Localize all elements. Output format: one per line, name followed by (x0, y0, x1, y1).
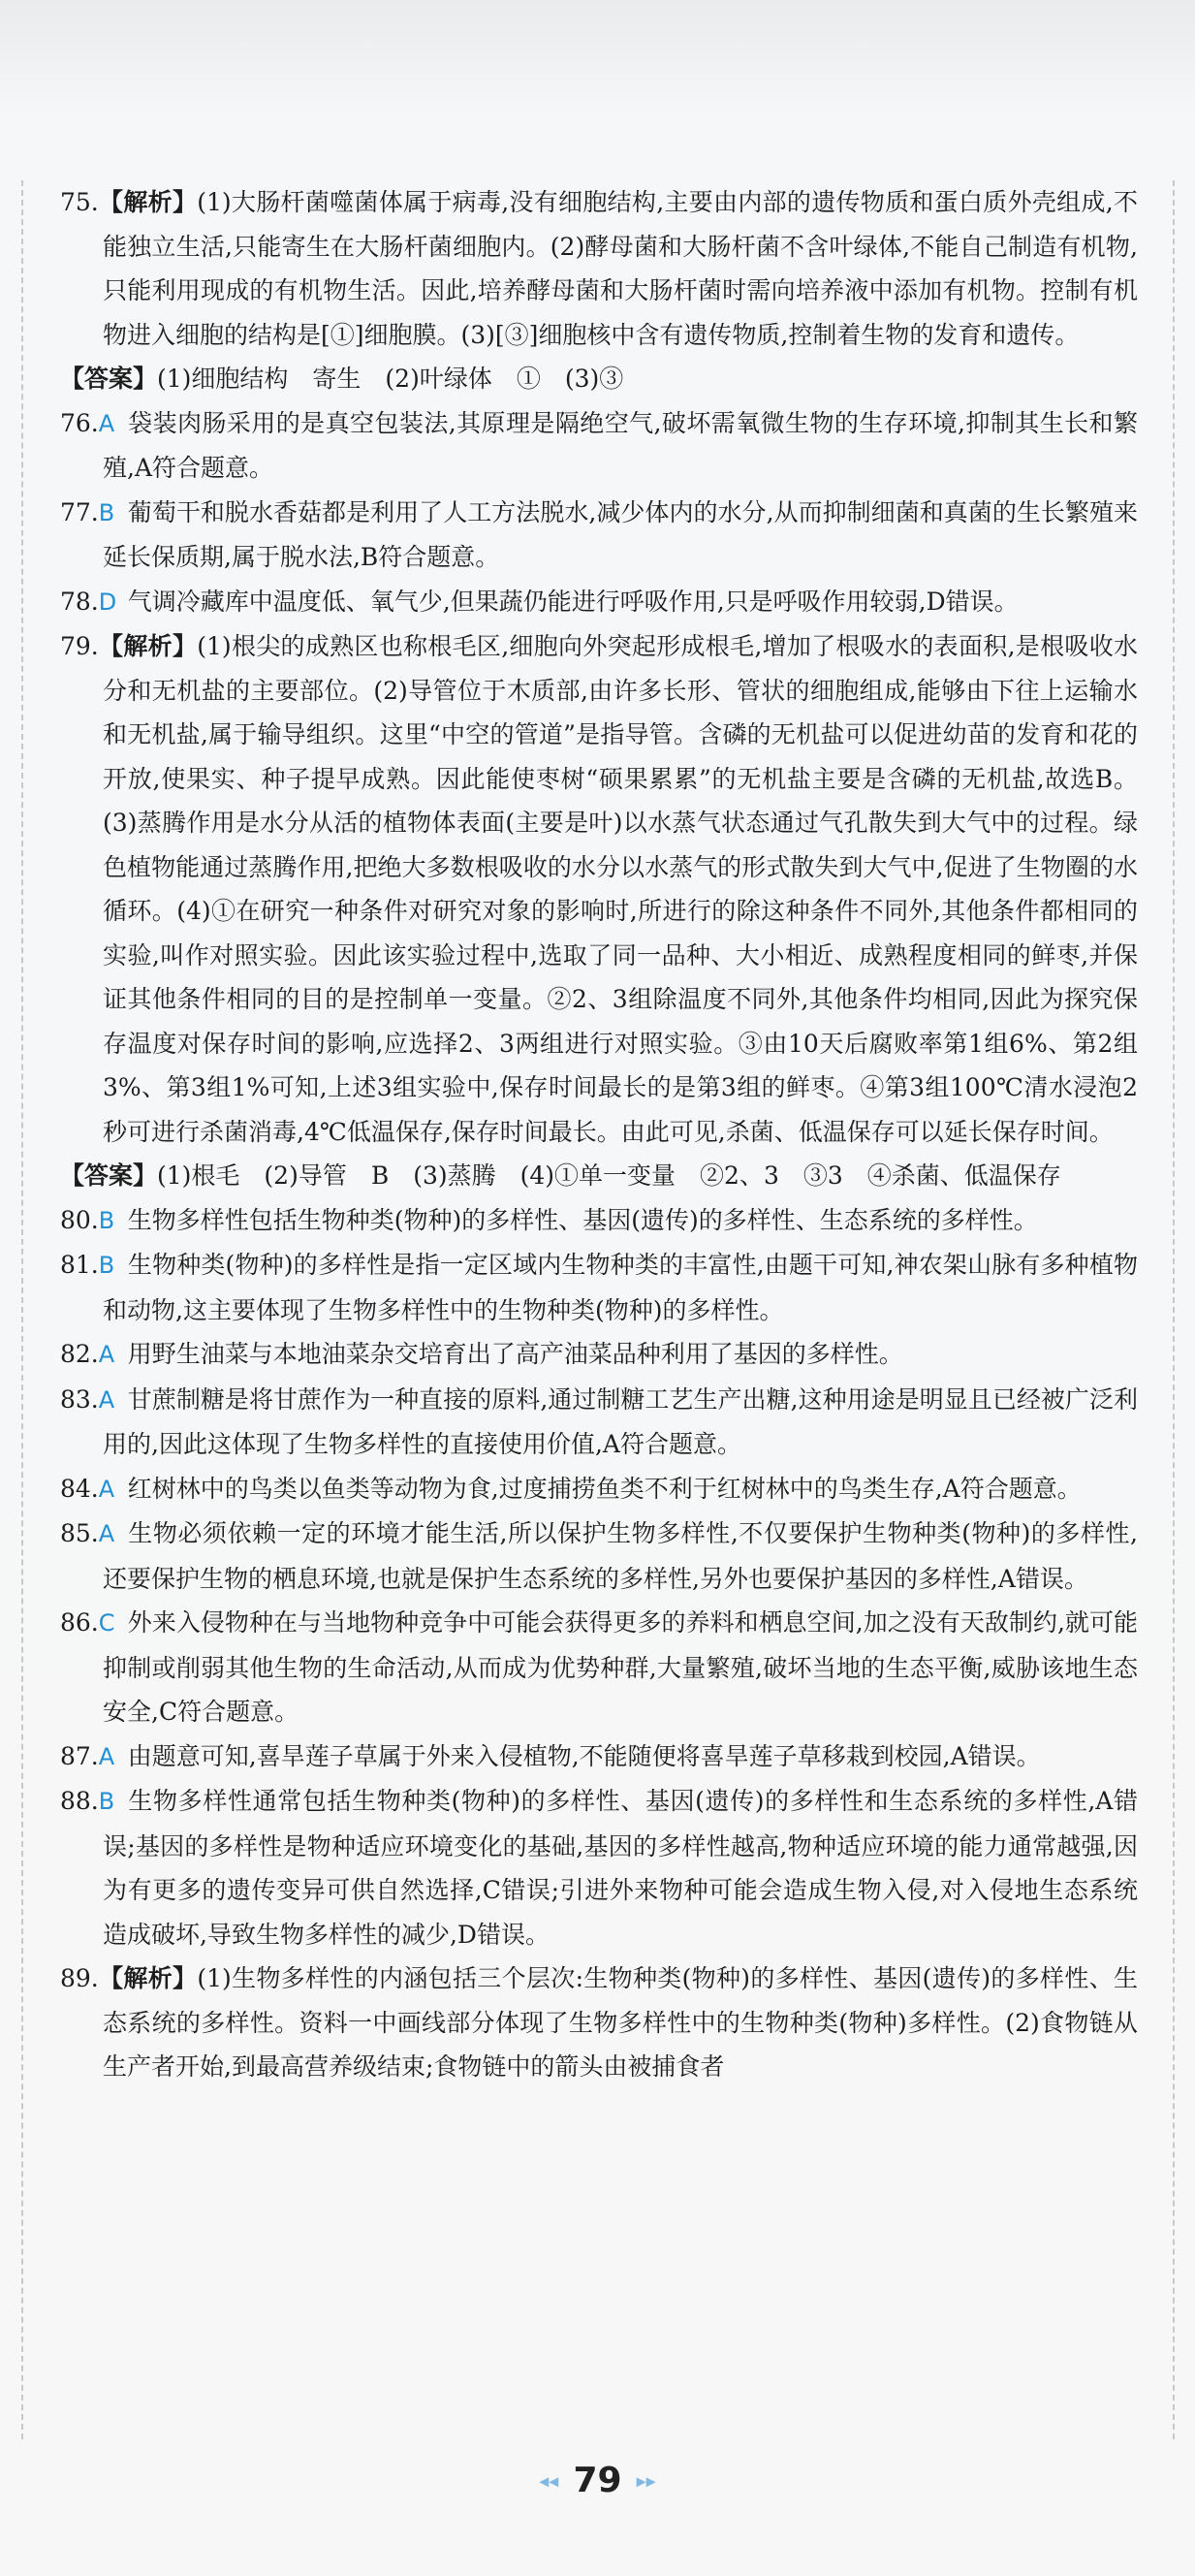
answer-line (60, 357, 1138, 401)
answer-entry (60, 401, 1138, 491)
answer-letter: A (98, 1341, 115, 1368)
question-number: 84. (60, 1474, 99, 1503)
answer-letter: B (98, 1252, 115, 1279)
answer-entry (60, 1511, 1138, 1601)
question-number: 81. (60, 1251, 99, 1279)
answer-entry (60, 624, 1138, 1198)
entry-text: 由题意可知,喜旱莲子草属于外来入侵植物,不能随便将喜旱莲子草移栽到校园,A错误。 (127, 1741, 1041, 1770)
next-page-icon[interactable]: ▸▸ (636, 2468, 656, 2493)
answer-tag: 【答案】 (60, 365, 158, 393)
entry-text: (1)根尖的成熟区也称根毛区,细胞向外突起形成根毛,增加了根吸水的表面积,是根吸收水分和无机盐的主要部位。(2)导管位于木质部,由许多长形、管状的细胞组成,能够由下往上运输水和无机盐,属于输导组织。这里“中空的管道”是指导管。含磷的无机盐可以促进幼苗的发育和花的开放,使果实、种子提早成熟。因此能使枣树“硕果累累”的无机盐主要是含磷的无机盐,故选B。(3)蒸腾作用是水分从活的植物体表面(主要是叶)以水蒸气状态通过气孔散失到大气中的过程。绿色植物能通过蒸腾作用,把绝大多数根吸收的水分以水蒸气的形式散失到大气中,促进了生物圈的水循环。(4)①在研究一种条件对研究对象的影响时,所进行的除这种条件不同外,其他条件都相同的实验,叫作对照实验。因此该实验过程中,选取了同一品种、大小相近、成熟程度相同的鲜枣,并保证其他条件相同的目的是控制单一变量。②2、3组除温度不同外,其他条件均相同,因此为探究保存温度对保存时间的影响,应选择2、3两组进行对照实验。③由10天后腐败率第1组6%、第2组3%、第3组1%可知,上述3组实验中,保存时间最长的是第3组的鲜枣。④第3组100℃清水浸泡2秒可进行杀菌消毒,4℃低温保存,保存时间最长。由此可见,杀菌、低温保存可以延长保存时间。 (103, 632, 1138, 1146)
entry-paragraph (60, 1601, 1138, 1734)
question-number: 83. (60, 1384, 99, 1414)
answer-letter: A (98, 1385, 115, 1414)
entry-paragraph (60, 401, 1138, 491)
question-number: 76. (60, 408, 99, 437)
answer-entry (60, 1734, 1138, 1780)
entry-text: 袋装肉肠采用的是真空包装法,其原理是隔绝空气,破坏需氧微生物的生存环境,抑制其生长和繁殖,A符合题意。 (103, 408, 1138, 482)
question-number: 85. (60, 1519, 99, 1547)
answer-letter: B (98, 498, 115, 526)
right-dashed-rule (1173, 180, 1175, 2439)
analysis-tag: 【解析】 (98, 1964, 198, 1992)
answer-letter: A (98, 409, 115, 437)
prev-page-icon[interactable]: ◂◂ (539, 2468, 559, 2493)
answer-entry (60, 580, 1138, 625)
entry-paragraph (60, 1956, 1138, 2089)
entry-text: 生物多样性通常包括生物种类(物种)的多样性、基因(遗传)的多样性和生态系统的多样性,A错误;基因的多样性是物种适应环境变化的基础,基因的多样性越高,物种适应环境的能力通常越强,因为有更多的遗传变异可供自然选择,C错误;引进外来物种可能会造成生物入侵,对入侵地生态系统造成破坏,导致生物多样性的减少,D错误。 (103, 1787, 1138, 1949)
entry-paragraph (60, 1243, 1138, 1332)
answer-entry (60, 1198, 1138, 1244)
answer-text: (1)根毛 (2)导管 B (3)蒸腾 (4)①单一变量 ②2、3 ③3 ④杀菌、低温保存 (157, 1161, 1061, 1190)
entry-text: 红树林中的鸟类以鱼类等动物为食,过度捕捞鱼类不利于红树林中的鸟类生存,A符合题意。 (127, 1474, 1082, 1503)
entry-text: 生物必须依赖一定的环境才能生活,所以保护生物多样性,不仅要保护生物种类(物种)的多样性,还要保护生物的栖息环境,也就是保护生态系统的多样性,另外也要保护基因的多样性,A错误。 (103, 1519, 1138, 1593)
question-number: 89. (60, 1964, 99, 1992)
analysis-tag: 【解析】 (98, 188, 198, 216)
question-number: 78. (60, 587, 99, 616)
entry-paragraph (60, 180, 1138, 357)
answer-entry (60, 1378, 1138, 1467)
answer-letter: A (98, 1742, 115, 1770)
question-number: 86. (60, 1608, 99, 1637)
answer-entry (60, 180, 1138, 401)
entry-paragraph (60, 1378, 1138, 1467)
entry-text: (1)生物多样性的内涵包括三个层次:生物种类(物种)的多样性、基因(遗传)的多样性、生态系统的多样性。资料一中画线部分体现了生物多样性中的生物种类(物种)多样性。(2)食物链从生产者开始,到最高营养级结束;食物链中的箭头由被捕食者 (103, 1964, 1138, 2081)
answer-entry (60, 1956, 1138, 2089)
answer-letter: A (98, 1520, 115, 1547)
question-number: 77. (60, 497, 99, 526)
entry-text: 生物多样性包括生物种类(物种)的多样性、基因(遗传)的多样性、生态系统的多样性。 (127, 1205, 1038, 1234)
question-number: 87. (60, 1741, 99, 1770)
answer-letter: B (98, 1206, 115, 1234)
entry-paragraph (60, 1198, 1138, 1244)
answer-letter: C (98, 1609, 115, 1637)
entry-text: 外来入侵物种在与当地物种竞争中可能会获得更多的养料和栖息空间,加之没有天敌制约,就可能抑制或削弱其他生物的生命活动,从而成为优势种群,大量繁殖,破坏当地的生态平衡,威胁该地生态安全,C符合题意。 (103, 1608, 1138, 1726)
answer-entry (60, 1243, 1138, 1332)
answer-text: (1)细胞结构 寄生 (2)叶绿体 ① (3)③ (157, 365, 624, 393)
question-number: 80. (60, 1205, 99, 1234)
entry-paragraph (60, 1467, 1138, 1512)
entry-text: 生物种类(物种)的多样性是指一定区域内生物种类的丰富性,由题干可知,神农架山脉有多种植物和动物,这主要体现了生物多样性中的生物种类(物种)的多样性。 (103, 1251, 1138, 1324)
entry-text: 气调冷藏库中温度低、氧气少,但果蔬仍能进行呼吸作用,只是呼吸作用较弱,D错误。 (127, 587, 1019, 616)
answer-tag: 【答案】 (60, 1161, 158, 1190)
answer-entry (60, 1467, 1138, 1512)
answer-entry (60, 491, 1138, 580)
entry-paragraph (60, 624, 1138, 1154)
answer-letter: A (98, 1475, 115, 1503)
entry-text: (1)大肠杆菌噬菌体属于病毒,没有细胞结构,主要由内部的遗传物质和蛋白质外壳组成,不能独立生活,只能寄生在大肠杆菌细胞内。(2)酵母菌和大肠杆菌不含叶绿体,不能自己制造有机物,只能利用现成的有机物生活。因此,培养酵母菌和大肠杆菌时需向培养液中添加有机物。控制有机物进入细胞的结构是[①]细胞膜。(3)[③]细胞核中含有遗传物质,控制着生物的发育和遗传。 (103, 188, 1138, 349)
question-number: 88. (60, 1787, 99, 1815)
answer-letter: B (98, 1788, 115, 1815)
page-footer (0, 2461, 1195, 2500)
left-dashed-rule (21, 180, 23, 2439)
question-number: 82. (60, 1340, 99, 1368)
answer-content (60, 180, 1138, 2089)
entry-text: 用野生油菜与本地油菜杂交培育出了高产油菜品种利用了基因的多样性。 (127, 1340, 903, 1368)
entry-paragraph (60, 1734, 1138, 1780)
entry-text: 葡萄干和脱水香菇都是利用了人工方法脱水,减少体内的水分,从而抑制细菌和真菌的生长繁殖来延长保质期,属于脱水法,B符合题意。 (103, 497, 1138, 571)
answer-entry (60, 1779, 1138, 1956)
analysis-tag: 【解析】 (98, 632, 198, 660)
entry-paragraph (60, 491, 1138, 580)
entry-text: 甘蔗制糖是将甘蔗作为一种直接的原料,通过制糖工艺生产出糖,这种用途是明显且已经被广泛利用的,因此这体现了生物多样性的直接使用价值,A符合题意。 (103, 1384, 1138, 1458)
entry-paragraph (60, 1779, 1138, 1956)
answer-letter: D (98, 588, 117, 616)
entry-paragraph (60, 1332, 1138, 1378)
entry-paragraph (60, 1511, 1138, 1601)
question-number: 79. (60, 632, 99, 660)
answer-entry (60, 1332, 1138, 1378)
answer-line (60, 1154, 1138, 1198)
page-number: 79 (573, 2461, 622, 2500)
entry-paragraph (60, 580, 1138, 625)
answer-entry (60, 1601, 1138, 1734)
question-number: 75. (60, 188, 99, 216)
